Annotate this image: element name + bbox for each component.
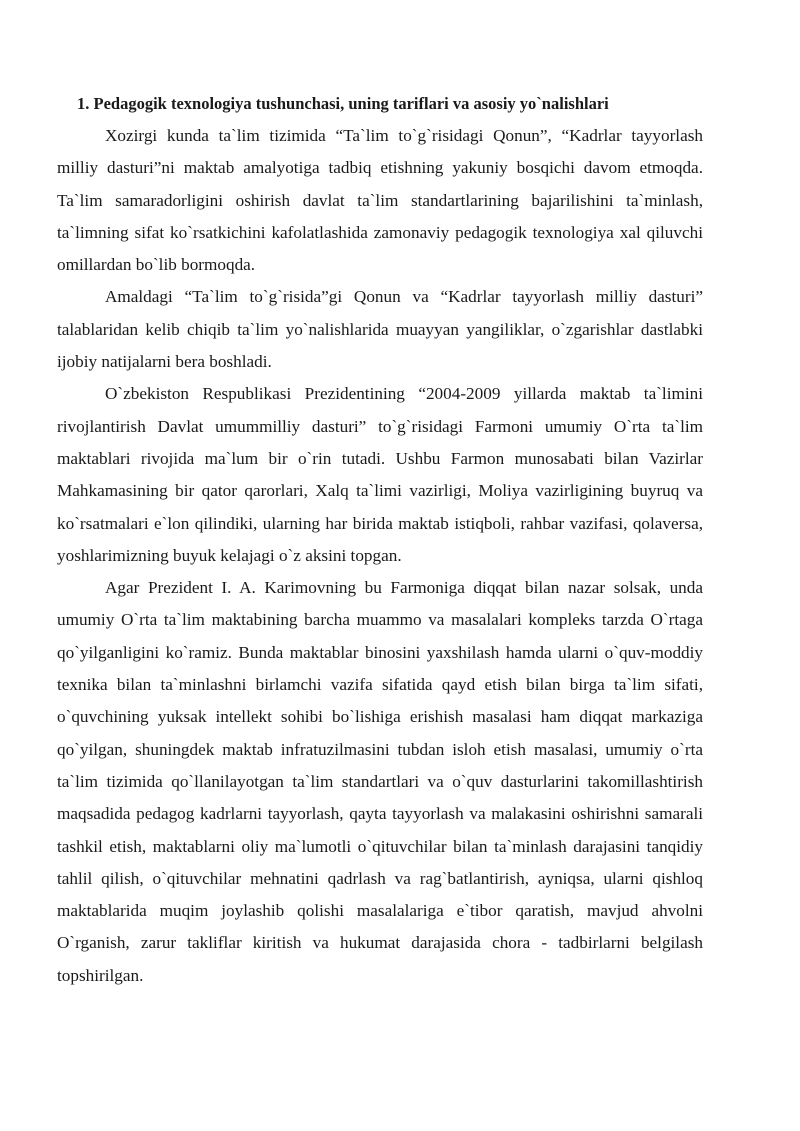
paragraph-4: Agar Prezident I. A. Karimovning bu Farmoniga diqqat bilan nazar solsak, unda umumiy O`rta ta`lim maktabining barcha muammo va masalalari kompleks tarzda O`rtaga qo`yilganligini ko`ramiz. Bunda maktablar binosini yaxshilash hamda ularni o`quv-moddiy texnika bilan ta`minlashni birlamchi vazifa sifatida qayd etish bilan birga ta`lim sifati, o`quvchining yuksak intellekt sohibi bo`lishiga erishish masalasi ham diqqat markaziga qo`yilgan, shuningdek maktab infratuzilmasini tubdan isloh etish masalasi, umumiy o`rta ta`lim tizimida qo`llanilayotgan ta`lim standartlari va o`quv dasturlarini takomillashtirish maqsadida pedagog kadrlarni tayyorlash, qayta tayyorlash va malakasini oshirishni samarali tashkil etish, maktablarni oliy ma`lumotli o`qituvchilar bilan ta`minlash darajasini tanqidiy tahlil qilish, o`qituvchilar mehnatini qadrlash va rag`batlantirish, ayniqsa, ularni qishloq maktablarida muqim joylashib qolishi masalalariga e`tibor qaratish, mavjud ahvolni O`rganish, zarur takliflar kiritish va hukumat darajasida chora - tadbirlarni belgilash topshirilgan. xyxy=(57,578,703,985)
section-heading: 1. Pedagogik texnologiya tushunchasi, uning tariflari va asosiy yo`nalishlari xyxy=(77,94,609,113)
document-page xyxy=(57,88,703,992)
paragraph-2: Amaldagi “Ta`lim to`g`risida”gi Qonun va “Kadrlar tayyorlash milliy dasturi” talablaridan kelib chiqib ta`lim yo`nalishlarida muayyan yangiliklar, o`zgarishlar dastlabki ijobiy natijalarni bera boshladi. xyxy=(57,287,703,372)
paragraph-1: Xozirgi kunda ta`lim tizimida “Ta`lim to`g`risidagi Qonun”, “Kadrlar tayyorlash milliy dasturi”ni maktab amalyotiga tadbiq etishning yakuniy bosqichi davom etmoqda. Ta`lim samaradorligini oshirish davlat ta`lim standartlarining bajarilishini ta`minlash, ta`limning sifat ko`rsatkichini kafolatlashida zamonaviy pedagogik texnologiya xal qiluvchi omillardan bo`lib bormoqda. xyxy=(57,126,703,275)
paragraph-3: O`zbekiston Respublikasi Prezidentining “2004-2009 yillarda maktab ta`limini rivojlantirish Davlat umummilliy dasturi” to`g`risidagi Farmoni umumiy O`rta ta`lim maktablari rivojida ma`lum bir o`rin tutadi. Ushbu Farmon munosabati bilan Vazirlar Mahkamasining bir qator qarorlari, Xalq ta`limi vazirligi, Moliya vazirligining buyruq va ko`rsatmalari e`lon qilindiki, ularning har birida maktab istiqboli, rahbar vazifasi, qolaversa, yoshlarimizning buyuk kelajagi o`z aksini topgan. xyxy=(57,384,703,565)
